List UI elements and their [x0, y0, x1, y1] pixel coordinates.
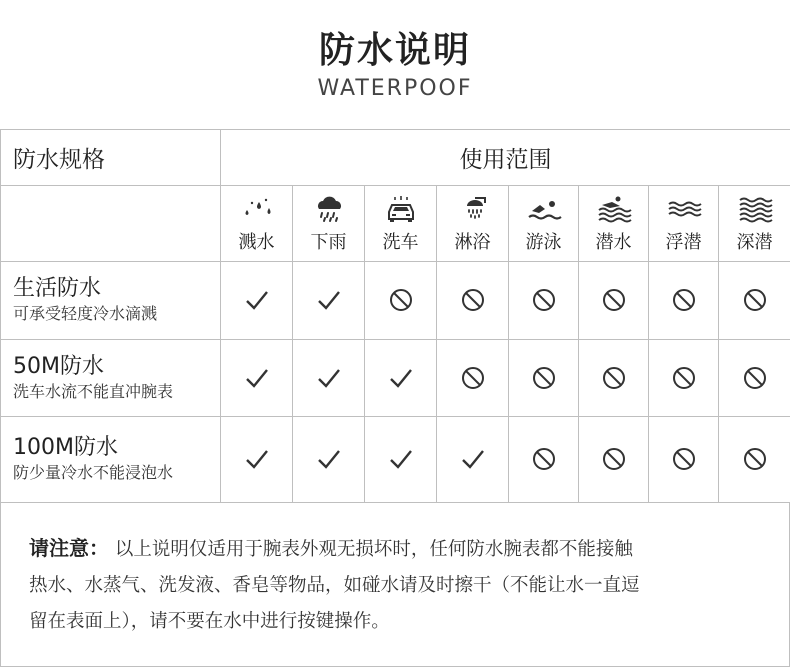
notice-label: 请注意：: [29, 536, 109, 560]
usage-cell: [579, 186, 649, 262]
usage-label: 溅水: [238, 231, 275, 253]
usage-header-cell: [221, 130, 790, 186]
check-icon: [221, 339, 293, 416]
usage-label: 下雨: [310, 231, 347, 253]
swimming-icon: [526, 194, 562, 224]
prohibited-icon: [509, 339, 579, 416]
page-subtitle: WATERPOOF: [317, 76, 473, 101]
notice-line-1: 以上说明仅适用于腕表外观无损坏时，任何防水腕表都不能接触: [114, 539, 633, 560]
prohibited-icon: [579, 416, 649, 502]
usage-label: 浮潜: [665, 231, 702, 253]
shower-icon: [455, 194, 491, 224]
usage-label: 洗车: [382, 231, 419, 253]
page-title: 防水说明: [318, 30, 471, 71]
notice-line-2: 热水、水蒸气、洗发液、香皂等物品，如碰水请及时擦干（不能让水一直逗: [29, 575, 640, 596]
usage-label: 淋浴: [454, 231, 491, 253]
usage-cell: [649, 186, 719, 262]
prohibited-icon: [509, 416, 579, 502]
notice-text: [29, 530, 763, 640]
usage-icons-row: [1, 186, 790, 262]
prohibited-icon: [437, 339, 509, 416]
usage-cell: [293, 186, 365, 262]
car-wash-icon: [383, 194, 419, 224]
diving-icon: [596, 194, 632, 224]
prohibited-icon: [365, 262, 437, 339]
check-icon: [221, 262, 293, 339]
check-icon: [221, 416, 293, 502]
prohibited-icon: [437, 262, 509, 339]
prohibited-icon: [649, 416, 719, 502]
usage-cell: [365, 186, 437, 262]
check-icon: [437, 416, 509, 502]
table-row: [1, 416, 790, 502]
spec-desc: 洗车水流不能直冲腕表: [13, 381, 174, 401]
usage-cell: [437, 186, 509, 262]
prohibited-icon: [579, 339, 649, 416]
prohibited-icon: [719, 262, 790, 339]
usage-label: 深潜: [736, 231, 773, 253]
usage-cell: [221, 186, 293, 262]
prohibited-icon: [649, 339, 719, 416]
check-icon: [365, 339, 437, 416]
spec-title: 50M防水: [13, 353, 104, 379]
table-row: [1, 339, 790, 416]
usage-header-label: 使用范围: [459, 147, 552, 174]
usage-cell: [509, 186, 579, 262]
usage-label: 游泳: [525, 231, 562, 253]
check-icon: [293, 262, 365, 339]
spec-title: 100M防水: [13, 435, 118, 461]
splash-icon: [239, 194, 275, 224]
table-row: [1, 262, 790, 339]
spec-header-label: 防水规格: [13, 147, 105, 174]
usage-cell: [719, 186, 790, 262]
spec-cell: [1, 262, 221, 339]
spec-title: 生活防水: [13, 276, 102, 302]
prohibited-icon: [719, 339, 790, 416]
notice-box: [0, 502, 790, 667]
spec-desc: 防少量冷水不能浸泡水: [13, 463, 174, 483]
prohibited-icon: [649, 262, 719, 339]
spec-cell: [1, 416, 221, 502]
check-icon: [293, 416, 365, 502]
deep-dive-waves-icon: [737, 194, 773, 224]
check-icon: [365, 416, 437, 502]
rain-cloud-icon: [311, 194, 347, 224]
prohibited-icon: [509, 262, 579, 339]
prohibited-icon: [579, 262, 649, 339]
prohibited-icon: [719, 416, 790, 502]
spec-cell: [1, 339, 221, 416]
table-header-row: [1, 130, 790, 186]
snorkeling-waves-icon: [666, 194, 702, 224]
check-icon: [293, 339, 365, 416]
spec-header-cell: [1, 130, 221, 186]
notice-line-3: 留在表面上），请不要在水中进行按键操作。: [29, 611, 390, 632]
spec-desc: 可承受轻度冷水滴溅: [13, 304, 158, 324]
waterproof-table: [0, 129, 790, 503]
empty-corner-cell: [1, 186, 221, 262]
usage-label: 潜水: [595, 231, 632, 253]
